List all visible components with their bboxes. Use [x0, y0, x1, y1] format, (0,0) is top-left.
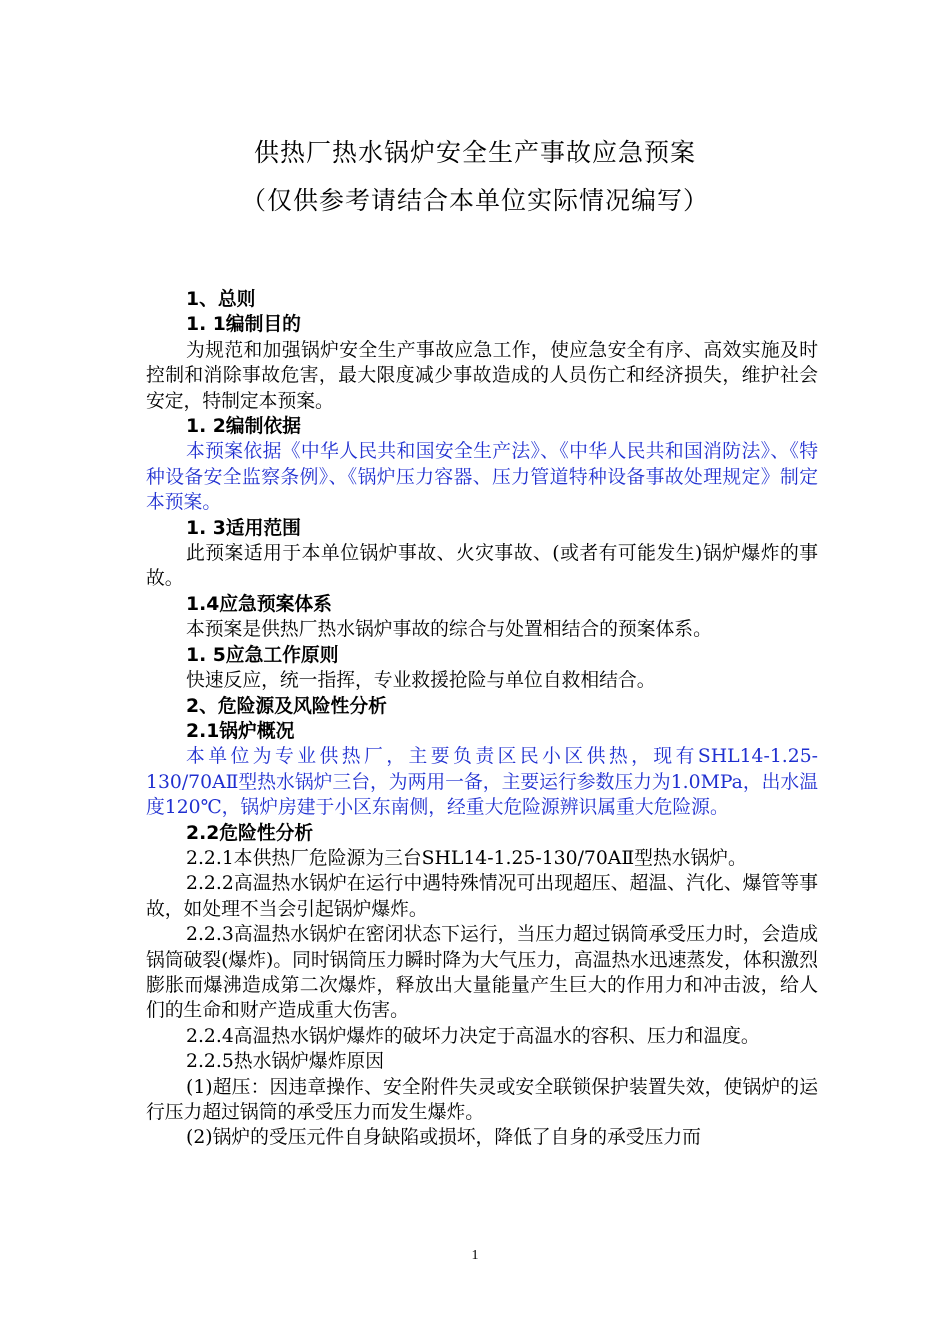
- section-heading: 1. 5应急工作原则: [186, 644, 339, 666]
- body-paragraph: 本预案是供热厂热水锅炉事故的综合与处置相结合的预案体系。: [186, 619, 712, 641]
- body-paragraph: 快速反应，统一指挥，专业救援抢险与单位自救相结合。: [186, 670, 656, 692]
- document-body: [146, 287, 818, 1151]
- body-paragraph: 2.2.1本供热厂危险源为三台SHL14-1.25-130/70AⅡ型热水锅炉。: [186, 847, 747, 869]
- section-heading: 1. 3适用范围: [186, 517, 301, 539]
- section-heading: 1.4应急预案体系: [186, 593, 332, 615]
- body-paragraph: 2.2.4高温热水锅炉爆炸的破坏力决定于高温水的容积、压力和温度。: [186, 1025, 760, 1047]
- section-heading: 2.1锅炉概况: [186, 720, 295, 742]
- document-title: 供热厂热水锅炉安全生产事故应急预案: [253, 138, 696, 167]
- body-paragraph: 2.2.3高温热水锅炉在密闭状态下运行，当压力超过锅筒承受压力时，会造成锅筒破裂(爆炸)。同时锅筒压力瞬时降为大气压力，高温热水迅速蒸发，体积激烈膨胀而爆沸造成第二次爆炸，释放出大量能量产生巨大的作用力和冲击波，给人们的生命和财产造成重大伤害。: [146, 924, 818, 1022]
- body-paragraph: 2.2.5热水锅炉爆炸原因: [186, 1051, 385, 1073]
- body-paragraph: 此预案适用于本单位锅炉事故、火灾事故、(或者有可能发生)锅炉爆炸的事故。: [146, 543, 818, 590]
- body-paragraph: (2)锅炉的受压元件自身缺陷或损坏，降低了自身的承受压力而: [186, 1127, 701, 1149]
- section-heading: 1. 1编制目的: [186, 314, 301, 336]
- body-paragraph-highlighted: 本预案依据《中华人民共和国安全生产法》、《中华人民共和国消防法》、《特种设备安全监察条例》、《锅炉压力容器、压力管道特种设备事故处理规定》制定本预案。: [146, 441, 818, 514]
- section-heading: 1. 2编制依据: [186, 416, 301, 438]
- section-heading: 2.2危险性分析: [186, 822, 314, 844]
- document-subtitle: （仅供参考请结合本单位实际情况编写）: [240, 186, 709, 215]
- section-heading: 2、危险源及风险性分析: [186, 695, 387, 717]
- section-heading: 1、总则: [186, 289, 256, 310]
- body-paragraph: 2.2.2高温热水锅炉在运行中遇特殊情况可出现超压、超温、汽化、爆管等事故，如处理不当会引起锅炉爆炸。: [146, 873, 818, 920]
- body-paragraph: (1)超压：因违章操作、安全附件失灵或安全联锁保护装置失效，使锅炉的运行压力超过锅筒的承受压力而发生爆炸。: [146, 1076, 818, 1123]
- page-number: 1: [471, 1248, 479, 1263]
- body-paragraph-highlighted: 本单位为专业供热厂，主要负责区民小区供热，现有SHL14-1.25-130/70AⅡ型热水锅炉三台，为两用一备，主要运行参数压力为1.0MPa，出水温度120℃，锅炉房建于小区东南侧，经重大危险源辨识属重大危险源。: [146, 746, 818, 819]
- body-paragraph: 为规范和加强锅炉安全生产事故应急工作，使应急安全有序、高效实施及时控制和消除事故危害，最大限度减少事故造成的人员伤亡和经济损失，维护社会安定，特制定本预案。: [146, 339, 818, 412]
